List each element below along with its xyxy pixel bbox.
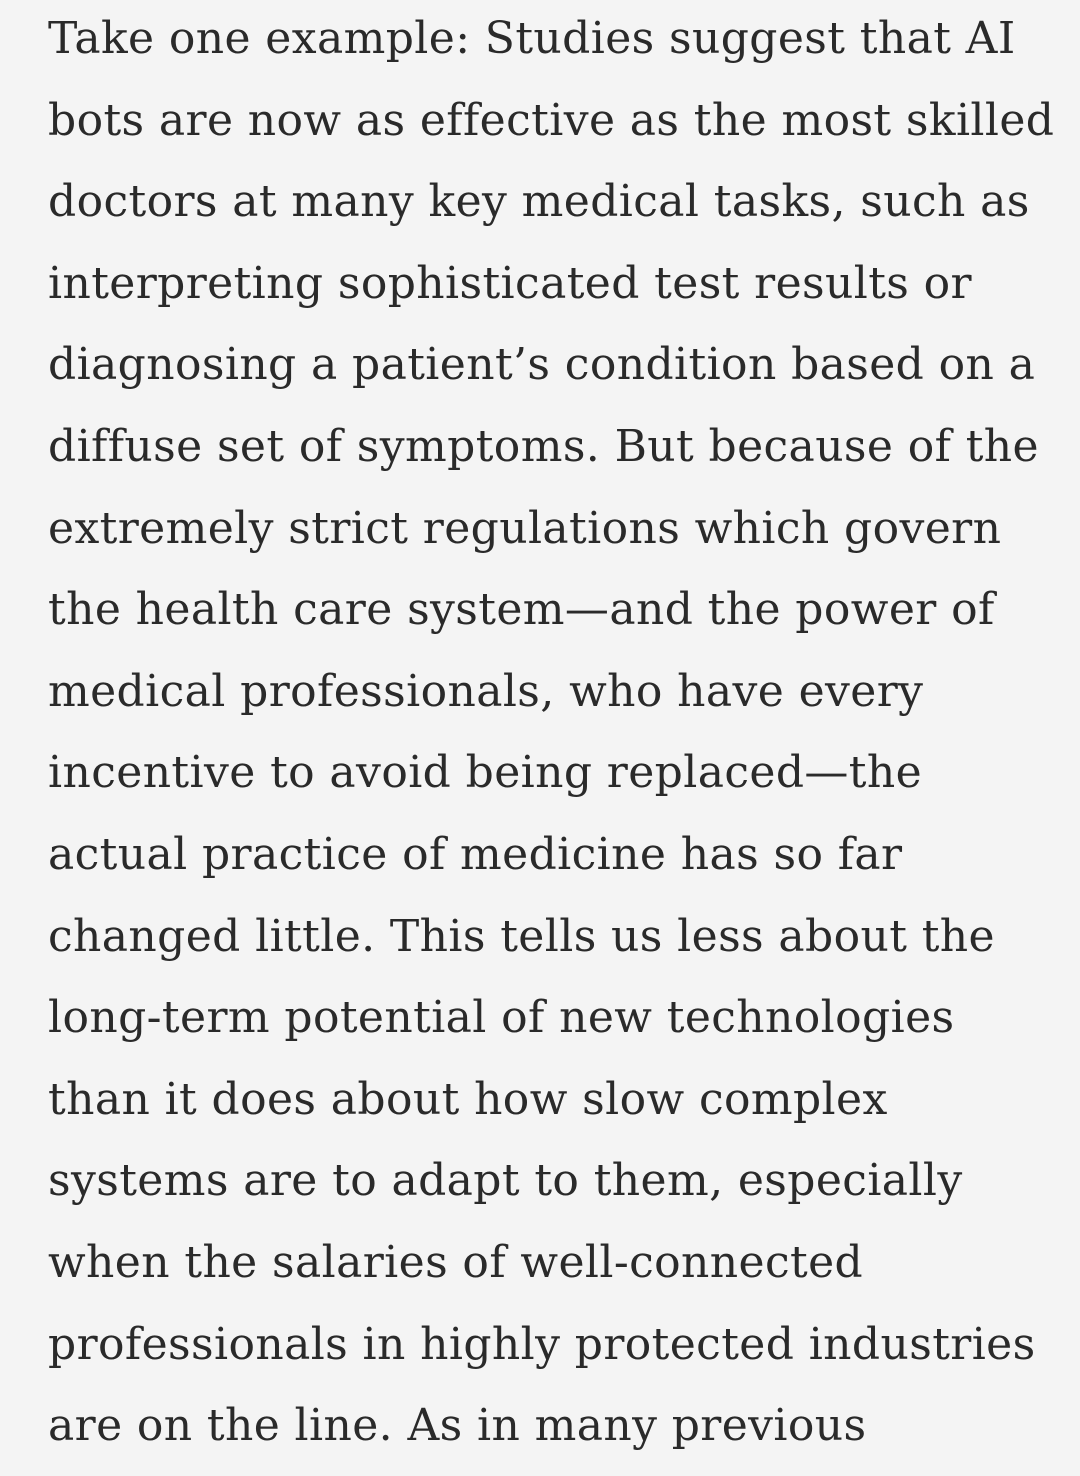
paragraph-line: than it does about how slow complex	[48, 1073, 888, 1125]
paragraph-line: doctors at many key medical tasks, such as	[48, 176, 1030, 228]
paragraph-line: Take one example: Studies suggest that AI	[48, 13, 1016, 64]
paragraph-line: interpreting sophisticated test results or	[48, 257, 972, 309]
paragraph-line: diffuse set of symptoms. But because of the	[48, 420, 1039, 472]
paragraph-line: extremely strict regulations which govern	[48, 502, 1002, 554]
article-paragraph	[48, 0, 1060, 1467]
paragraph-line: medical professionals, who have every	[48, 665, 924, 717]
paragraph-line: actual practice of medicine has so far	[48, 828, 903, 880]
paragraph-line: systems are to adapt to them, especially	[48, 1155, 963, 1207]
paragraph-line: professionals in highly protected industries	[48, 1318, 1036, 1370]
paragraph-line: are on the line. As in many previous	[48, 1400, 867, 1452]
paragraph-line: diagnosing a patient’s condition based on a	[48, 339, 1036, 391]
paragraph-line: when the salaries of well-connected	[48, 1236, 864, 1288]
paragraph-line: long-term potential of new technologies	[48, 992, 955, 1044]
paragraph-line: bots are now as effective as the most skilled	[48, 94, 1055, 146]
paragraph-line: incentive to avoid being replaced—the	[48, 747, 923, 799]
paragraph-line: the health care system—and the power of	[48, 584, 995, 636]
paragraph-line: changed little. This tells us less about the	[48, 910, 995, 962]
